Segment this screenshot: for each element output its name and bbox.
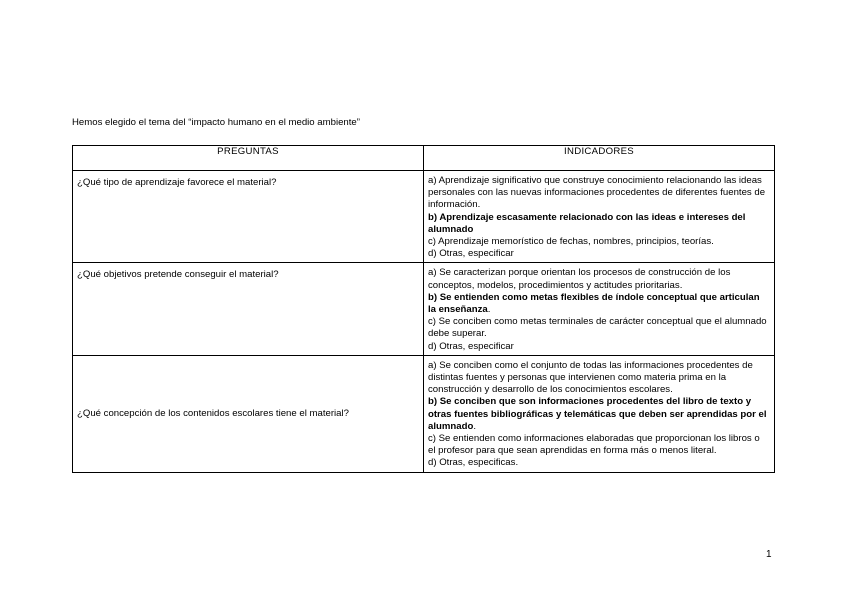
table-row xyxy=(73,171,775,263)
question-cell: ¿Qué tipo de aprendizaje favorece el material? xyxy=(73,171,424,263)
option-c: c) Aprendizaje memorístico de fechas, nombres, principios, teorías. xyxy=(428,236,714,248)
questions-table xyxy=(72,145,775,473)
header-indicadores: INDICADORES xyxy=(424,146,775,171)
option-c: c) Se conciben como metas terminales de carácter conceptual que el alumnado debe superar. xyxy=(428,316,767,340)
option-b: b) Se conciben que son informaciones procedentes del libro de texto y otras fuentes bibliográficas y telemáticas que deben ser aprendidas por el alumnado. xyxy=(428,396,767,432)
header-preguntas: PREGUNTAS xyxy=(73,146,424,171)
table-row xyxy=(73,263,775,355)
option-d: d) Otras, especificar xyxy=(428,248,514,260)
intro-text: Hemos elegido el tema del “impacto humano en el medio ambiente” xyxy=(72,117,360,128)
option-a: a) Se conciben como el conjunto de todas las informaciones procedentes de distintas fuentes y personas que intervienen como materia prima en la construcción y desarrollo de los conocimientos escolares. xyxy=(428,359,753,396)
question-cell: ¿Qué concepción de los contenidos escolares tiene el material? xyxy=(73,355,424,472)
option-d: d) Otras, especificar xyxy=(428,340,514,352)
table-row xyxy=(73,355,775,472)
option-d: d) Otras, especificas. xyxy=(428,457,519,469)
question-cell: ¿Qué objetivos pretende conseguir el material? xyxy=(73,263,424,355)
indicators-cell xyxy=(424,171,775,263)
indicators-cell xyxy=(424,263,775,355)
indicators-cell xyxy=(424,355,775,472)
option-c: c) Se entienden como informaciones elaboradas que proporcionan los libros o el profesor para que sean aprendidas en forma más o menos literal. xyxy=(428,433,760,457)
option-b: b) Se entienden como metas flexibles de índole conceptual que articulan la enseñanza. xyxy=(428,291,760,316)
page-number: 1 xyxy=(766,549,772,560)
table-header-row xyxy=(73,146,775,171)
option-b: b) Aprendizaje escasamente relacionado con las ideas e intereses del alumnado xyxy=(428,211,746,235)
option-a: a) Se caracterizan porque orientan los procesos de construcción de los conceptos, modelos, procedimientos y actitudes prioritarias. xyxy=(428,267,731,291)
option-a: a) Aprendizaje significativo que construye conocimiento relacionando las ideas personales con las nuevas informaciones procedentes de diferentes fuentes de información. xyxy=(428,175,766,211)
